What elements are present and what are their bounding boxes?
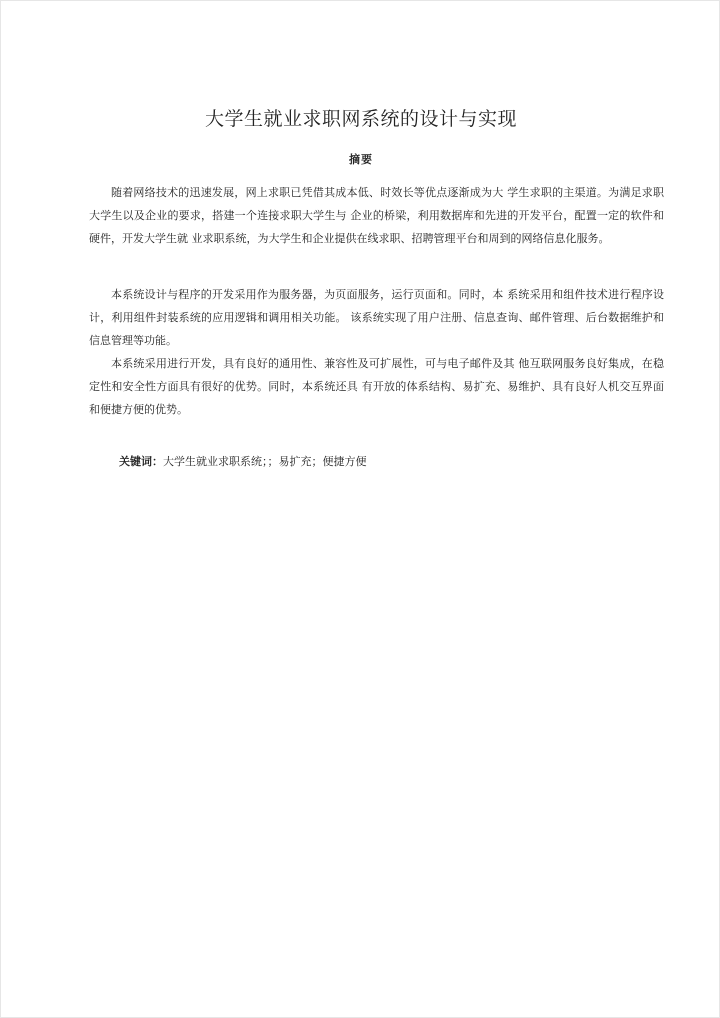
keywords-line xyxy=(119,453,664,469)
abstract-paragraph-1 xyxy=(89,181,664,250)
abstract-heading: 摘要 xyxy=(349,153,373,166)
paragraph-text: 本系统设计与程序的开发采用作为服务器，为页面服务，运行页面和。同时，本 系统采用和组件技术进行程序设计，利用组件封装系统的应用逻辑和调用相关功能。 该系统实现了用户注册、信息查询、邮件管理、后台数据维护和信息管理等功能。 xyxy=(89,288,664,347)
abstract-paragraph-3 xyxy=(89,352,664,421)
keywords-value: 大学生就业求职系统；；易扩充；便捷方便 xyxy=(163,455,367,468)
paragraph-text: 本系统采用进行开发，具有良好的通用性、兼容性及可扩展性，可与电子邮件及其 他互联网服务良好集成，在稳定性和安全性方面具有很好的优势。同时，本系统还具 有开放的体系结构、易扩充、易维护、具有良好人机交互界面和便捷方便的优势。 xyxy=(89,357,664,416)
abstract-paragraph-2 xyxy=(89,283,664,352)
keywords-label: 关键词： xyxy=(119,455,163,468)
document-title: 大学生就业求职网系统的设计与实现 xyxy=(204,108,517,130)
paragraph-text: 随着网络技术的迅速发展，网上求职已凭借其成本低、时效长等优点逐渐成为大 学生求职的主渠道。为满足求职大学生以及企业的要求，搭建一个连接求职大学生与 企业的桥梁，利用数据库和先进的开发平台，配置一定的软件和硬件，开发大学生就 业求职系统，为大学生和企业提供在线求职、招聘管理平台和周到的网络信息化服务。 xyxy=(89,186,664,245)
